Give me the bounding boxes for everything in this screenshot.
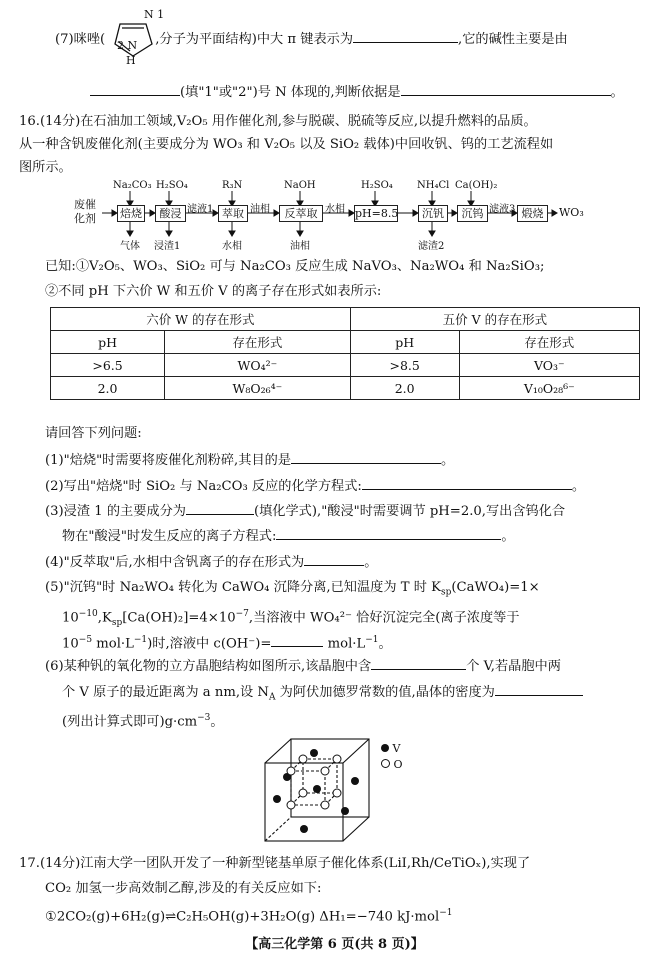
table-cell: V₁₀O₂₈⁶⁻ bbox=[459, 377, 639, 400]
flow-box-roast: 焙烧 bbox=[117, 205, 145, 222]
flow-byproduct: 气体 bbox=[120, 241, 140, 252]
legend-o: O bbox=[381, 757, 403, 773]
flow-box-precip-w: 沉钨 bbox=[457, 205, 488, 222]
imidazole-n1: N 1 bbox=[144, 8, 165, 21]
flow-box-ph: pH=8.5 bbox=[355, 207, 399, 220]
page-footer: 【高三化学第 6 页(共 8 页)】 bbox=[245, 937, 424, 952]
s1-blank[interactable] bbox=[291, 451, 441, 464]
flow-reagent: H₂SO₄ bbox=[361, 180, 393, 191]
flow-end: WO₃ bbox=[559, 206, 584, 219]
q16-head-2: 从一种含钒废催化剂(主要成分为 WO₃ 和 V₂O₅ 以及 SiO₂ 载体)中回收钒、钨的工艺流程如 bbox=[19, 137, 554, 152]
q16-s5-1: (5)"沉钨"时 Na₂WO₄ 转化为 CaWO₄ 沉降分离,已知温度为 T 时 $K_{sp}(CaWO_4)=1\times$ bbox=[45, 580, 540, 598]
table-header-v: 五价 V 的存在形式 bbox=[350, 308, 639, 331]
table-cell: >8.5 bbox=[350, 354, 459, 377]
q16-s6-1: (6)某种钒的氧化物的立方晶胞结构如图所示,该晶胞中含 个 V,若晶胞中两 bbox=[45, 659, 561, 674]
q16-s5-2: $10^{-10},K_{sp}[Ca(OH)_2]=4\times 10^{-7}$,当溶液中 WO₄²⁻ 恰好沉淀完全(离子浓度等于 bbox=[62, 609, 520, 629]
flow-mid-label: 油相 bbox=[250, 204, 270, 215]
q7-line1: (7)咪唑( ,分子为平面结构)中大 π 键表示为 ,它的碱性主要是由 bbox=[55, 32, 568, 47]
q17-head-1: 17.(14分)江南大学一团队开发了一种新型铑基单原子催化体系(LiI,Rh/CeTiOₓ),实现了 bbox=[19, 856, 531, 871]
q17-eq1: ①2CO₂(g)+6H₂(g)⇌C₂H₅OH(g)+3H₂O(g) ΔH₁=−740 kJ·mol$^{-1}$ bbox=[45, 908, 453, 925]
table-cell: 2.0 bbox=[350, 377, 459, 400]
table-cell: 2.0 bbox=[51, 377, 165, 400]
flow-byproduct: 油相 bbox=[290, 241, 310, 252]
table-cell: VO₃⁻ bbox=[459, 354, 639, 377]
q16-s3-cont: 物在"酸浸"时发生反应的离子方程式: 。 bbox=[62, 529, 515, 544]
flow-byproduct: 水相 bbox=[222, 241, 242, 252]
q16-s3: (3)浸渣 1 的主要成分为 (填化学式),"酸浸"时需要调节 pH=2.0,写出含钨化合 bbox=[45, 504, 566, 519]
flow-mid-label: 滤液3 bbox=[489, 204, 516, 215]
flow-reagent: Na₂CO₃ bbox=[113, 180, 152, 191]
flow-box-acid-leach: 酸浸 bbox=[155, 205, 186, 222]
s5-blank[interactable] bbox=[271, 634, 323, 647]
q16-s1: (1)"焙烧"时需要将废催化剂粉碎,其目的是 。 bbox=[45, 453, 455, 468]
filled-circle-icon bbox=[381, 744, 389, 752]
s3-blank-2[interactable] bbox=[276, 527, 501, 540]
q16-s2: (2)写出"焙烧"时 SiO₂ 与 Na₂CO₃ 反应的化学方程式: 。 bbox=[45, 479, 586, 494]
ion-form-table bbox=[50, 307, 640, 400]
q16-known-2: ②不同 pH 下六价 W 和五价 V 的离子存在形式如表所示: bbox=[45, 284, 382, 299]
flow-box-back-extract: 反萃取 bbox=[279, 205, 323, 222]
table-header-w: 六价 W 的存在形式 bbox=[51, 308, 351, 331]
flow-reagent: NH₄Cl bbox=[417, 180, 450, 191]
flow-mid-label: 滤液1 bbox=[187, 204, 214, 215]
q17-head-2: CO₂ 加氢一步高效制乙醇,涉及的有关反应如下: bbox=[45, 881, 322, 896]
table-cell: W₈O₂₆⁴⁻ bbox=[165, 377, 351, 400]
table-cell: >6.5 bbox=[51, 354, 165, 377]
table-subheader: 存在形式 bbox=[165, 331, 351, 354]
flow-start: 废催 化剂 bbox=[74, 198, 96, 225]
flow-reagent: NaOH bbox=[284, 180, 316, 191]
q7-line2: (填"1"或"2")号 N 体现的,判断依据是 。 bbox=[90, 83, 624, 102]
flow-mid-label: 水相 bbox=[325, 204, 345, 215]
flow-byproduct: 浸渣1 bbox=[154, 241, 181, 252]
open-circle-icon bbox=[381, 759, 390, 768]
s6-blank-1[interactable] bbox=[371, 657, 466, 670]
flow-box-precip-v: 沉钒 bbox=[418, 205, 448, 222]
imidazole-n2: 2 N bbox=[117, 39, 138, 52]
flow-reagent: H₂SO₄ bbox=[156, 180, 188, 191]
flow-reagent: R₃N bbox=[222, 180, 243, 191]
table-row bbox=[51, 354, 640, 377]
table-row bbox=[51, 377, 640, 400]
table-cell: WO₄²⁻ bbox=[165, 354, 351, 377]
table-subheader: pH bbox=[51, 331, 165, 354]
q16-s5-3: $10^{-5}$ $mol\cdot L^{-1}$)时,溶液中 $c(OH^-)= mol\cdot L^{-1}$。 bbox=[62, 635, 392, 652]
flow-box-extract: 萃取 bbox=[218, 205, 248, 222]
flowchart-arrows bbox=[0, 0, 669, 260]
s3-blank-1[interactable] bbox=[186, 502, 254, 515]
s6-blank-2[interactable] bbox=[495, 683, 583, 696]
cell-legend bbox=[381, 741, 403, 773]
q16-s4: (4)"反萃取"后,水相中含钒离子的存在形式为 。 bbox=[45, 555, 378, 570]
flow-reagent: Ca(OH)₂ bbox=[455, 180, 498, 191]
table-subheader: 存在形式 bbox=[459, 331, 639, 354]
legend-v: V bbox=[381, 741, 403, 757]
crystal-cell-diagram bbox=[255, 733, 403, 852]
table-subheader: pH bbox=[350, 331, 459, 354]
q16-s6-3: (列出计算式即可)$g\cdot cm^{-3}$。 bbox=[62, 713, 224, 730]
flow-box-calcine: 煅烧 bbox=[517, 205, 548, 222]
q16-known-1: 已知:①V₂O₅、WO₃、SiO₂ 可与 Na₂CO₃ 反应生成 NaVO₃、Na₂WO₄ 和 Na₂SiO₃; bbox=[45, 259, 545, 274]
s4-blank[interactable] bbox=[304, 553, 364, 566]
q16-ask: 请回答下列问题: bbox=[45, 426, 142, 441]
q16-s6-2: 个 V 原子的最近距离为 a nm,设 $N_A$ 为阿伏加德罗常数的值,晶体的密度为 bbox=[62, 683, 583, 707]
unit-cell-icon bbox=[255, 733, 380, 848]
q16-head-1: 16.(14分)在石油加工领域,V₂O₅ 用作催化剂,参与脱碳、脱硫等反应,以提升燃料的品质。 bbox=[19, 114, 537, 129]
flow-byproduct: 滤渣2 bbox=[418, 241, 445, 252]
imidazole-h: H bbox=[126, 54, 136, 67]
s2-blank[interactable] bbox=[362, 477, 572, 490]
q16-head-3: 图所示。 bbox=[19, 160, 72, 175]
